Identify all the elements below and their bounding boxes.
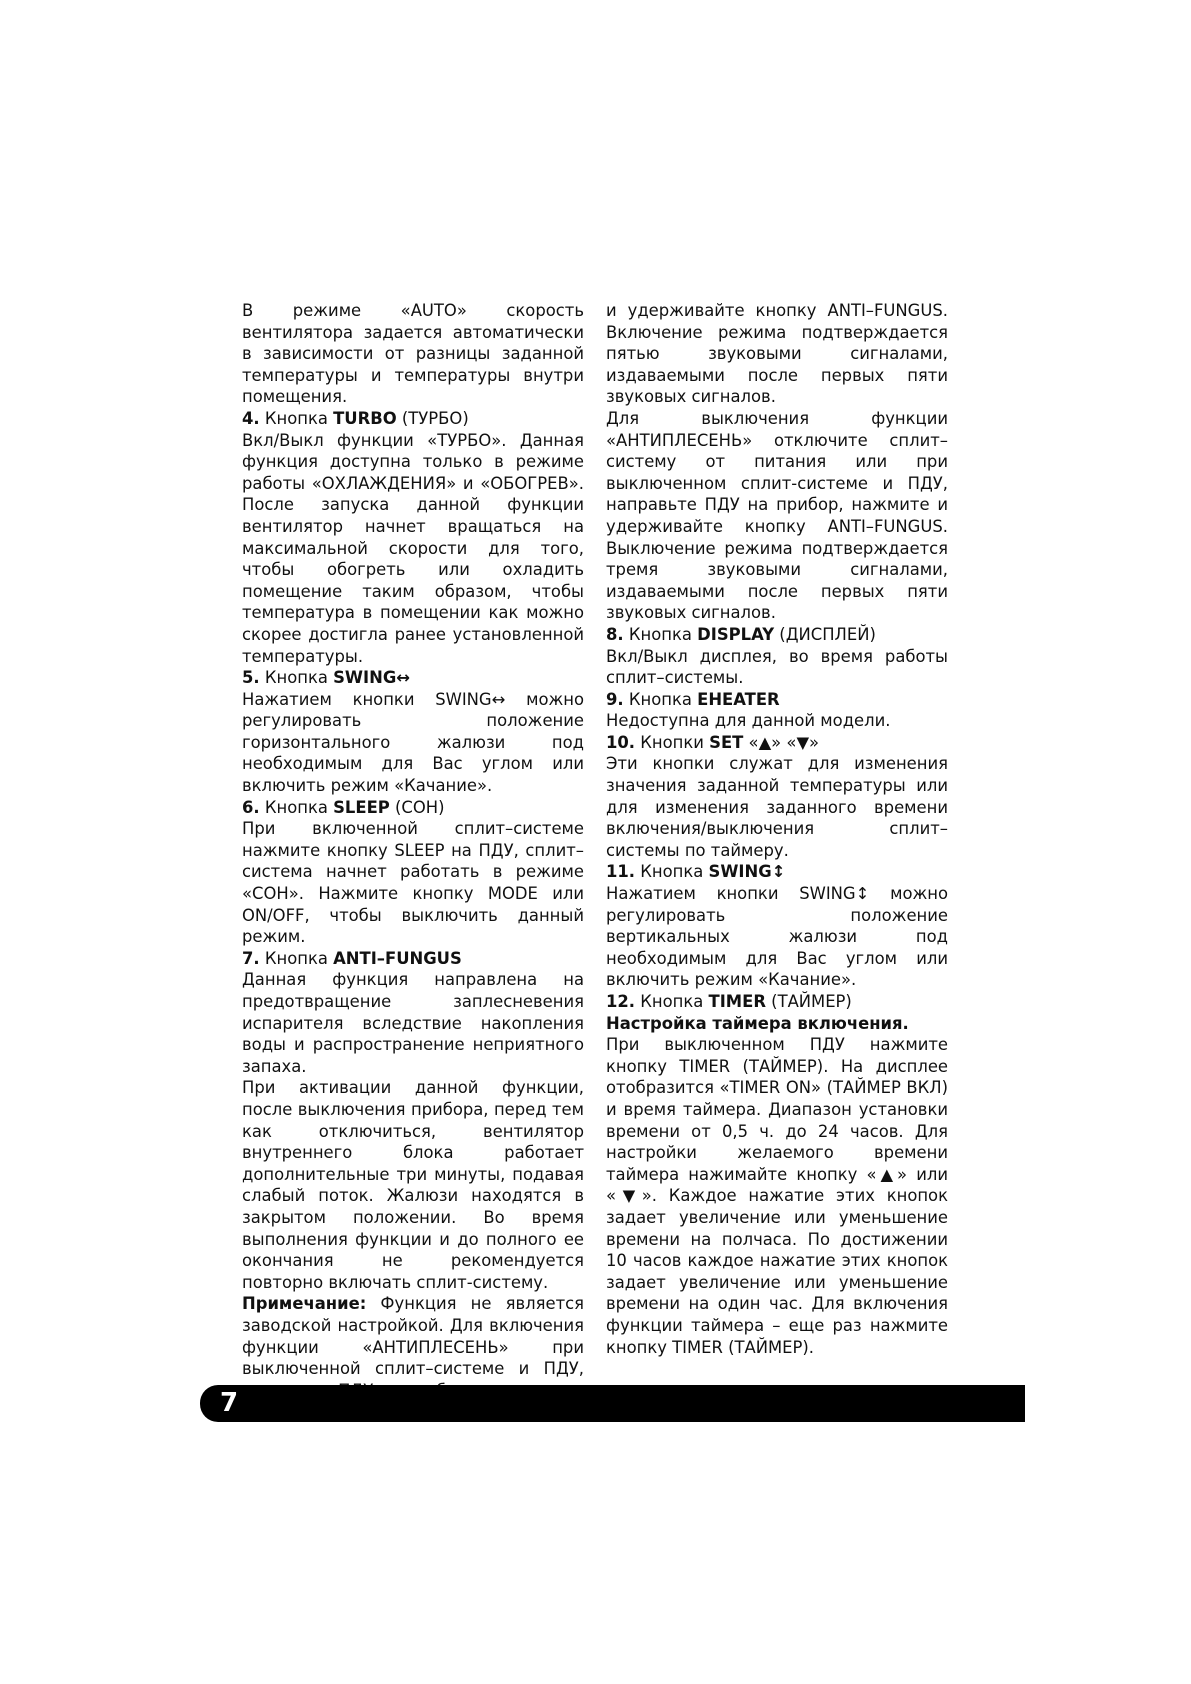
item-number: 4.: [242, 408, 260, 428]
heading-sleep: [242, 797, 584, 819]
button-name: DISPLAY: [697, 624, 775, 644]
page-number: 7: [220, 1388, 239, 1418]
footer-bar: [200, 1385, 1025, 1422]
heading-turbo: [242, 408, 584, 430]
paragraph-eheater: Недоступна для данной модели.: [606, 711, 891, 731]
heading-swing-vertical: [606, 861, 948, 883]
heading-prefix: Кнопка: [640, 992, 704, 1011]
heading-prefix: Кнопка: [640, 862, 704, 882]
heading-prefix: Кнопка: [628, 689, 692, 709]
heading-suffix: (ДИСПЛЕЙ): [779, 624, 876, 644]
subheading-timer-on: Настройка таймера включения.: [606, 1013, 909, 1033]
item-number: 12.: [606, 992, 636, 1011]
heading-set: [606, 732, 948, 754]
paragraph-auto-fan: В режиме «AUTO» скорость вентилятора задается автоматически в зависимости от разницы заданной температуры и температуры внутри помещения.: [242, 301, 584, 407]
heading-eheater: [606, 689, 948, 711]
heading-suffix: (ТАЙМЕР): [771, 992, 852, 1011]
left-column: [242, 300, 584, 1401]
heading-prefix: Кнопка: [264, 797, 328, 817]
heading-prefix: Кнопка: [628, 624, 692, 644]
button-name: SET: [709, 732, 744, 752]
paragraph-anti-fungus-on: и удерживайте кнопку ANTI–FUNGUS. Включение режима подтверждается пятью звуковыми сигналами, издаваемыми после первых пяти звуковых сигналов.: [606, 301, 948, 407]
paragraph-sleep: При включенной сплит–системе нажмите кнопку SLEEP на ПДУ, сплит–система начнет работать в режиме «СОН». Нажмите кнопку MODE или ON/OFF, чтобы выключить данный режим.: [242, 819, 584, 947]
item-number: 5.: [242, 668, 260, 688]
paragraph-timer: При выключенном ПДУ нажмите кнопку TIMER (ТАЙМЕР). На дисплее отобразится «TIMER ON» (ТАЙМЕР ВКЛ) и время таймера. Диапазон установки времени от 0,5 ч. до 24 часов. Для настройки желаемого времени таймера нажимайте кнопку «▲» или «▼». Каждое нажатие этих кнопок задает увеличение или уменьшение времени на полчаса. По достижении 10 часов каждое нажатие этих кнопок задает увеличение или уменьшение времени на один час. Для включения функции таймера – еще раз нажмите кнопку TIMER (ТАЙМЕР).: [606, 1035, 948, 1357]
item-number: 11.: [606, 862, 636, 882]
button-name: EHEATER: [697, 689, 780, 709]
item-number: 7.: [242, 948, 260, 968]
heading-anti-fungus: [242, 948, 584, 970]
button-name: TIMER: [708, 992, 766, 1011]
note-text: Функция не является заводской настройкой. Для включения функции «АНТИПЛЕСЕНЬ» при выключенной сплит–системе и ПДУ,: [242, 1294, 584, 1379]
item-number: 9.: [606, 689, 624, 709]
heading-display: [606, 624, 948, 646]
button-name: TURBO: [333, 408, 397, 428]
paragraph-swing-vertical: Нажатием кнопки SWING↕ можно регулировать положение вертикальных жалюзи под необходимым для Вас углом или включить режим «Качание».: [606, 884, 948, 990]
heading-prefix: Кнопка: [264, 668, 328, 688]
heading-suffix: (СОН): [395, 797, 445, 817]
right-column: [606, 300, 948, 1358]
paragraph-turbo: Вкл/Выкл функции «ТУРБО». Данная функция доступна только в режиме работы «ОХЛАЖДЕНИЯ» и «ОБОГРЕВ». После запуска данной функции вентилятор начнет вращаться на максимальной скорости для того, чтобы обогреть или охладить помещение таким образом, чтобы температура в помещении как можно скорее достигла ранее установленной температуры.: [242, 430, 584, 666]
paragraph-swing-horizontal: Нажатием кнопки SWING↔ можно регулировать положение горизонтального жалюзи под необходимым для Вас углом или включить режим «Качание».: [242, 689, 584, 796]
paragraph-anti-fungus-b: При активации данной функции, после выключения прибора, перед тем как отключиться, вентилятор внутреннего блока работает дополнительные три минуты, подавая слабый поток. Жалюзи находятся в закрытом положении. Во время выполнения функции и до полного ее окончания не рекомендуется повторно включать сплит-систему.: [242, 1078, 584, 1292]
button-name: SLEEP: [333, 797, 390, 817]
heading-prefix: Кнопки: [640, 732, 704, 752]
note-label: Примечание:: [242, 1294, 367, 1314]
heading-timer: [606, 991, 948, 1013]
paragraph-display: Вкл/Выкл дисплея, во время работы сплит–системы.: [606, 646, 948, 688]
paragraph-anti-fungus-off: Для выключения функции «АНТИПЛЕСЕНЬ» отключите сплит–систему от питания или при выключенном сплит-системе и ПДУ, направьте ПДУ на прибор, нажмите и удерживайте кнопку ANTI–FUNGUS. Выключение режима подтверждается тремя звуковыми сигналами, издаваемыми после первых пяти звуковых сигналов.: [606, 408, 948, 623]
heading-suffix: (ТУРБО): [401, 408, 469, 428]
heading-prefix: Кнопка: [264, 408, 328, 428]
button-name: ANTI–FUNGUS: [333, 948, 462, 968]
paragraph-set: Эти кнопки служат для изменения значения заданной температуры или для изменения заданного времени включения/выключения сплит–системы по таймеру.: [606, 754, 948, 860]
button-name: SWING↔: [333, 668, 411, 688]
item-number: 6.: [242, 797, 260, 817]
paragraph-anti-fungus-a: Данная функция направлена на предотвращение заплесневения испарителя вследствие накопления воды и распространение неприятного запаха.: [242, 970, 584, 1076]
item-number: 8.: [606, 624, 624, 644]
item-number: 10.: [606, 732, 636, 752]
heading-suffix: «▲» «▼»: [748, 732, 820, 752]
heading-swing-horizontal: [242, 667, 584, 689]
button-name: SWING↕: [708, 862, 786, 882]
heading-prefix: Кнопка: [264, 948, 328, 968]
